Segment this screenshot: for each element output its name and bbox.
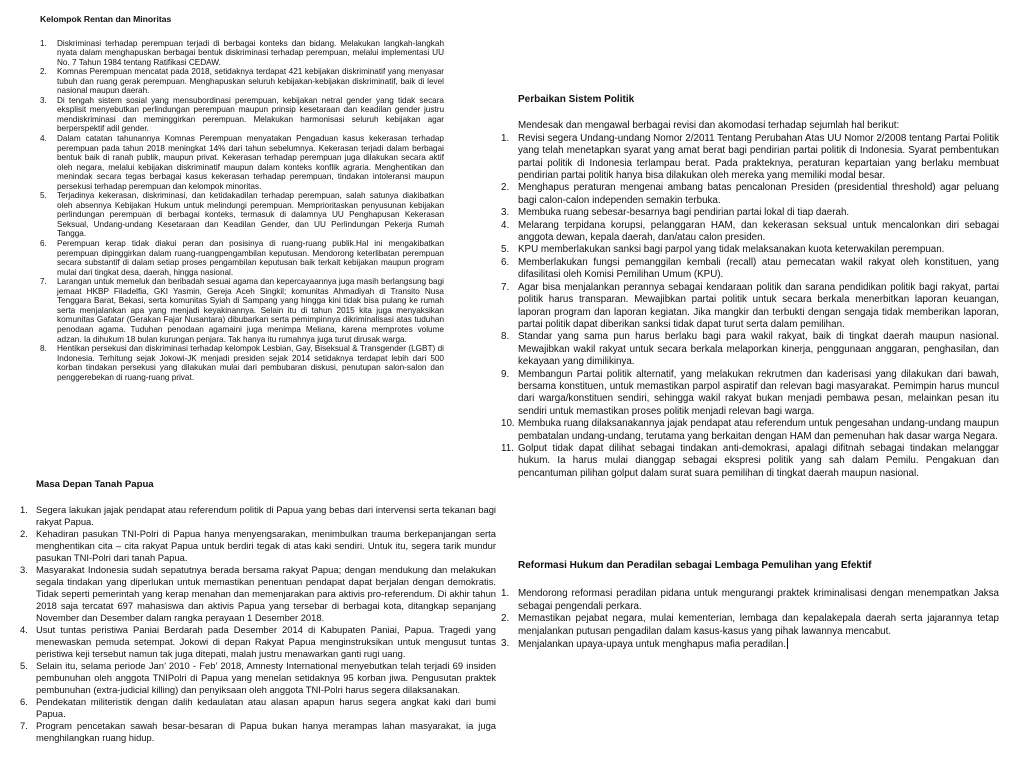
item-number: 4. <box>20 624 28 635</box>
item-number: 3. <box>20 564 28 575</box>
item-number: 11. <box>501 442 514 454</box>
section-sistem-politik <box>501 94 999 480</box>
item-text: Selain itu, selama periode Jan’ 2010 - Feb’ 2018, Amnesty International menyebutkan telah terjadi 69 insiden pembunuhan oleh anggota TNIPolri di Papua yang menelan setidaknya 95 korban jiwa. Pengusutan praktek pembunuhan (extra-judicial killing) dan penyiksaan oleh anggota TNI-Polri harus segera dilaksanakan. <box>36 660 496 695</box>
item-number: 1. <box>501 588 510 600</box>
list-item <box>20 696 496 720</box>
list-item <box>501 418 999 443</box>
item-text: Membuka ruang sebesar-besarnya bagi pendirian partai lokal di tiap daerah. <box>518 207 850 219</box>
list-masa-depan-papua <box>20 504 496 744</box>
item-number: 10. <box>501 418 515 430</box>
item-text: Menjalankan upaya-upaya untuk menghapus mafia peradilan. <box>518 639 786 651</box>
list-item <box>501 244 999 256</box>
item-text: Membuka ruang dilaksanakannya jajak pendapat atau referendum untuk pengesahan undang-undang maupun pembatalan undang-undang, terutama yang berkaitan dengan HAM dan pemenuhan hak dasar warga Negara. <box>518 418 999 442</box>
list-item <box>501 443 999 480</box>
item-text: Golput tidak dapat dilihat sebagai tindakan anti-demokrasi, apalagi difitnah sebagai tindakan melanggar hukum. Ia harus mulai dianggap sebagai ekspresi politik yang sah dalam Pemilu. Pengakuan dan pencantuman pilihan golput dalam surat suara pemilihan di tingkat daerah maupun nasional. <box>518 442 999 479</box>
list-item <box>501 638 999 651</box>
section-masa-depan-papua <box>20 479 496 744</box>
item-text: Menghapus peraturan mengenai ambang batas pencalonan Presiden (presidential threshold) agar peluang bagi calon-calon independen semakin terbuka. <box>518 182 999 206</box>
item-text: Memastikan pejabat negara, mulai kementerian, lembaga dan kepalakepala daerah serta jajarannya tetap menjalankan putusan pengadilan dalam kasus-kasus yang pihak lawannya mencabut. <box>518 613 999 637</box>
list-item <box>40 67 444 96</box>
section-heading: Perbaikan Sistem Politik <box>518 94 635 105</box>
list-item <box>501 331 999 368</box>
list-item <box>40 134 444 191</box>
item-number: 3. <box>501 207 510 219</box>
item-text: Agar bisa menjalankan perannya sebagai kendaraan politik dan sarana pendidikan politik bagi rakyat, partai politik harus transparan. Mewajibkan partai politik untuk secara berkala menerbitkan laporan keuangan, laporan program dan laporan kegiatan. Jika mangkir dan terbukti dengan sengaja tidak memberikan laporan, partai politik dapat diberikan sanksi tidak dapat turut serta dalam pemilihan. <box>518 281 999 330</box>
item-text: Larangan untuk memeluk dan beribadah sesuai agama dan kepercayaannya juga masih berlangsung bagi jemaat HKBP Filadelfia, GKI Yasmin, Gereja Aceh Singkil; komunitas Ahmadiyah di Transito Nusa Tenggara Barat, Bekasi, serta komunitas Syiah di Sampang yang hingga kini tidak bisa pulang ke rumah serta menjalankan apa yang menjadi keyakinannya. Selain itu di tahun 2015 kita juga menyaksikan komunitas Gafatar (Gerakan Fajar Nusantara) dibubarkan serta pemimpinnya dikriminalisasi atas tuduhan penodaan agama. Tuduhan penodaan agamaini juga menimpa Meliana, karena memprotes volume adzan. Ia dihukum 18 bulan kurungan penjara. Tak hanya itu rumahnya juga turut dirusak warga. <box>57 277 444 344</box>
item-number: 3. <box>40 95 47 105</box>
item-number: 2. <box>501 182 510 194</box>
item-text: Kehadiran pasukan TNI-Polri di Papua hanya menyengsarakan, menimbulkan trauma berkepanjangan serta menghentikan cita – cita rakyat Papua untuk berdiri tegak di atas kaki sendiri. Untuk itu, segera tarik mundur pasukan TNI-Polri dari tanah Papua. <box>36 528 496 563</box>
section-reformasi-hukum <box>501 560 999 651</box>
item-text: Revisi segera Undang-undang Nomor 2/2011 Tentang Perubahan Atas UU Nomor 2/2008 tentang Partai Politik yang telah menetapkan syarat yang amat berat bagi pendirian partai politik di Indonesia. Syarat pembentukan partai politik di Indonesia terlampau berat. Pada prakteknya, peraturan kepartaian yang berlaku membuat pendirian partai politik hanya bisa dilakukan oleh mereka yang memiliki modal besar. <box>518 132 999 182</box>
list-item <box>501 369 999 419</box>
item-number: 9. <box>501 368 510 380</box>
item-number: 6. <box>40 239 47 249</box>
section-intro: Mendesak dan mengawal berbagai revisi dan akomodasi terhadap sejumlah hal berikut: <box>518 120 900 132</box>
item-number: 4. <box>40 134 47 144</box>
item-text: Pendekatan militeristik dengan dalih kedaulatan atau alasan apapun harus segera angkat kaki dari bumi Papua. <box>36 696 496 719</box>
list-item <box>501 182 999 207</box>
item-number: 6. <box>20 696 28 707</box>
list-item <box>20 528 496 564</box>
item-text: Melarang terpidana korupsi, pelanggaran HAM, dan kekerasan seksual untuk mencalonkan diri sebagai anggota dewan, kepala daerah, dan/atau calon presiden. <box>518 219 999 244</box>
item-number: 4. <box>501 219 510 231</box>
item-number: 2. <box>40 67 47 77</box>
list-item <box>40 239 444 277</box>
item-text: Dalam catatan tahunannya Komnas Perempuan menyatakan Pengaduan kasus kekerasan terhadap perempuan pada tahun 2018 meningkat 14% dari tahun sebelumnya. Kekerasan terjadi dalam berbagai bentuk baik di ranah publik, maupun privat. Kekerasan terhadap perempuan juga dilakukan secara aktif oleh negara, melalui kebijakan diskriminatif maupun dalam konteks konflik agraria. Menghentikan dan menindak secara tegas berbagai kasus kekerasan terhadap perempuan, tindakan intoleransi maupun persekusi terhadap perempuan dan kelompok minoritas. <box>57 134 444 191</box>
list-item <box>40 344 444 382</box>
list-item <box>40 96 444 134</box>
item-number: 1. <box>501 132 510 144</box>
item-text: Segera lakukan jajak pendapat atau referendum politik di Papua yang bebas dari intervensi serta tekanan bagi rakyat Papua. <box>36 504 496 527</box>
item-text: Terjadinya kekerasan, diskriminasi, dan ketidakadilan terhadap perempuan, salah satunya diakibatkan oleh absennya Kebijakan Hukum untuk melindungi perempuan. Memprioritaskan penyusunan kebijakan perlindungan perempuan di berbagai konteks, termasuk di dalamnya UU Penghapusan Kekerasan Seksual, Undang-undang Kesetaraan dan Keadilan Gender, dan UU Perlindungan Pekerja Rumah Tangga. <box>57 191 444 239</box>
item-number: 8. <box>501 331 510 343</box>
item-number: 6. <box>501 256 510 268</box>
list-item <box>501 257 999 282</box>
list-item <box>20 564 496 624</box>
list-sistem-politik <box>501 133 999 480</box>
item-text: Hentikan persekusi dan diskriminasi terhadap kelompok Lesbian, Gay, Biseksual & Transgender (LGBT) di Indonesia. Terhitung sejak Jokowi-JK menjadi presiden sejak 2014 setidaknya terdapat lebih dari 500 korban tindakan persekusi yang dilakukan mulai dari pembubaran diskusi, penutupan salon-salon dan penggerebekan di ruang-ruang privat. <box>57 344 444 382</box>
list-item <box>501 613 999 638</box>
list-item <box>20 660 496 696</box>
list-item <box>40 277 444 344</box>
section-heading: Reformasi Hukum dan Peradilan sebagai Lembaga Pemulihan yang Efektif <box>518 560 872 571</box>
list-item <box>501 133 999 183</box>
item-text: Mendorong reformasi peradilan pidana untuk mengurangi praktek kriminalisasi dengan menempatkan Jaksa sebagai pengendali perkara. <box>518 588 999 612</box>
list-kelompok-rentan <box>40 39 444 383</box>
item-text: Perempuan kerap tidak diakui peran dan posisinya di ruang-ruang publik.Hal ini mengakibatkan perempuan dipinggirkan dalam ruang-ruangpengambilan keputusan. Mendorong keterlibatan perempuan secara substantif di dalam setiap proses pengambilan keputusan baik terkait kebijakan maupun program mulai dari tingkat desa, daerah, hingga nasional. <box>57 239 444 277</box>
item-number: 5. <box>501 244 510 256</box>
item-number: 5. <box>20 660 28 671</box>
section-heading: Masa Depan Tanah Papua <box>36 479 154 490</box>
item-number: 3. <box>501 638 510 650</box>
item-number: 1. <box>40 38 47 48</box>
item-number: 7. <box>20 720 28 731</box>
item-number: 2. <box>20 528 28 539</box>
list-item <box>20 504 496 528</box>
item-text: KPU memberlakukan sanksi bagi parpol yang tidak melaksanakan kuota keterwakilan perempuan. <box>518 244 945 256</box>
item-number: 7. <box>501 281 510 293</box>
item-text: Standar yang sama pun harus berlaku bagi para wakil rakyat, baik di tingkat daerah maupun nasional. Mewajibkan wakil rakyat untuk secara berkala melaporkan kinerja, penggunaan anggaran, penghasilan, dan kekayaan yang dimilikinya. <box>518 331 999 368</box>
list-item <box>501 220 999 245</box>
list-item <box>20 720 496 744</box>
list-item <box>501 588 999 613</box>
list-item <box>20 624 496 660</box>
item-text: Komnas Perempuan mencatat pada 2018, setidaknya terdapat 421 kebijakan diskriminatif yang menyasar tubuh dan ruang gerak perempuan. Menghapuskan seluruh kebijakan-kebijakan diskriminatif, baik di level nasional maupun daerah. <box>57 67 444 96</box>
text-cursor <box>787 638 788 649</box>
list-item <box>501 282 999 332</box>
item-number: 5. <box>40 191 47 201</box>
item-text: Usut tuntas peristiwa Paniai Berdarah pada Desember 2014 di Kabupaten Paniai, Papua. Tragedi yang menewaskan pemuda setempat. Jokowi di depan Rakyat Papua menginstruksikan untuk mengusut tuntas peristiwa keji tersebut namun tak juga ditepati, malah justru menawarkan ganti rugi uang. <box>36 624 496 659</box>
item-number: 1. <box>20 504 28 515</box>
list-item <box>40 191 444 239</box>
item-text: Membangun Partai politik alternatif, yang melakukan rekrutmen dan kaderisasi yang dilakukan dari bawah, bersama konstituen, untuk memastikan parpol aspiratif dan relevan bagi masyarakat. Pemimpin harus muncul dari warga/konstituen sendiri, sehingga wakil rakyat bukan menjadi pembawa pesan, melainkan pesan itu sendiri untuk memastikan proses politik menjadi relevan bagi warga. <box>518 368 999 417</box>
section-kelompok-rentan <box>40 15 444 382</box>
item-number: 2. <box>501 613 510 625</box>
list-reformasi-hukum <box>501 588 999 651</box>
item-text: Masyarakat Indonesia sudah sepatutnya berada bersama rakyat Papua; dengan mendukung dan melakukan segala tindakan yang diperlukan untuk memastikan penentuan pendapat dapat berjalan dengan demokratis. Tidak seperti pemerintah yang kerap menahan dan memenjarakan para aktivis pro-referendum. Di akhir tahun 2018 saja tercatat 697 mahasiswa dan aktivis Papua yang tersebar di berbagai kota, ditangkap sepanjang November dan Desember dalam rangka perayaan 1 Desember 2018. <box>36 564 496 623</box>
item-text: Memberlakukan fungsi pemanggilan kembali (recall) atau pemecatan wakil rakyat oleh konstituen, yang difasilitasi oleh Komisi Pemilihan Umum (KPU). <box>518 256 999 281</box>
item-text: Program pencetakan sawah besar-besaran di Papua bukan hanya merampas lahan masyarakat, ia juga menghilangkan ruang hidup. <box>36 720 496 743</box>
section-heading: Kelompok Rentan dan Minoritas <box>40 14 172 24</box>
list-item <box>501 207 999 219</box>
item-text: Di tengah sistem sosial yang mensubordinasi perempuan, kebijakan netral gender yang tidak secara eksplisit menyebutkan perlindungan perempuan maupun prinsip kesetaraan dan keadilan gender justru mendiskriminasi dan meminggirkan perempuan. Melakukan harmonisasi seluruh kebijakan agar berperspektif adil gender. <box>57 95 444 134</box>
item-number: 7. <box>40 277 47 287</box>
item-text: Diskriminasi terhadap perempuan terjadi di berbagai konteks dan bidang. Melakukan langkah-langkah nyata dalam menghapuskan berbagai bentuk diskriminasi terhadap perempuan, melalui implementasi UU No. 7 Tahun 1984 tentang Ratifikasi CEDAW. <box>57 38 444 67</box>
item-number: 8. <box>40 344 47 354</box>
list-item <box>40 39 444 68</box>
